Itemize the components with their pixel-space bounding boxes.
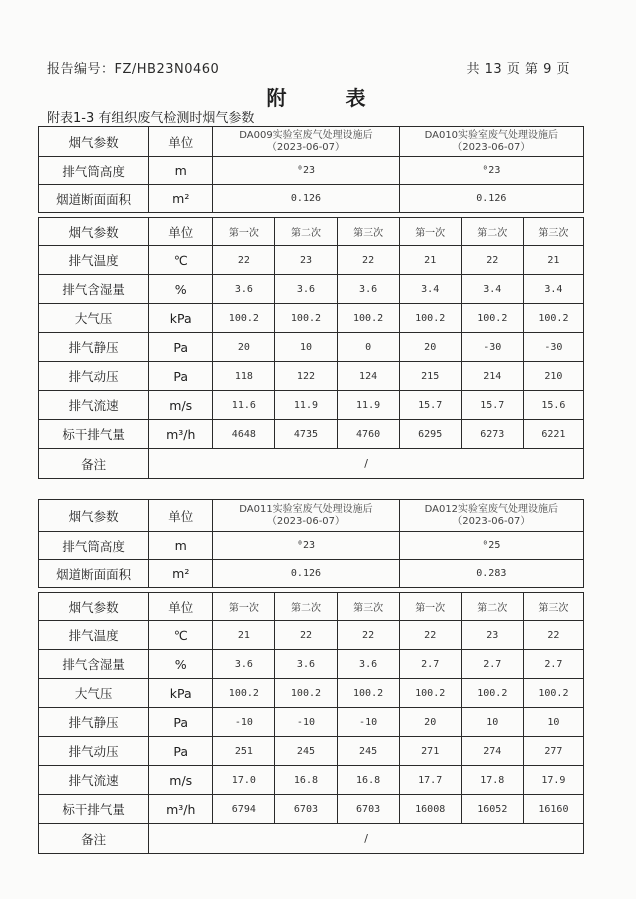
cell-value: 17.8 — [461, 766, 523, 795]
cell-value: 3.4 — [523, 275, 583, 304]
cell-value: 3.6 — [275, 275, 337, 304]
cell-value: 100.2 — [461, 679, 523, 708]
unit-header: 单位 — [149, 500, 213, 532]
cell-value: 16008 — [399, 795, 461, 824]
row-unit: ℃ — [149, 621, 213, 650]
cell-value: 100.2 — [523, 679, 583, 708]
unit-header: 单位 — [149, 593, 213, 621]
cell-value: 100.2 — [337, 304, 399, 333]
table-row — [39, 304, 584, 333]
row-unit: kPa — [149, 679, 213, 708]
table-row — [39, 157, 584, 185]
cell-value: 271 — [399, 737, 461, 766]
cell-value: 22 — [399, 621, 461, 650]
page-info: 共 13 页 第 9 页 — [466, 62, 570, 77]
cell-value: 245 — [337, 737, 399, 766]
cell-value: 100.2 — [275, 304, 337, 333]
cell-value: 20 — [399, 708, 461, 737]
table-row — [39, 246, 584, 275]
remarks-label: 备注 — [39, 824, 149, 854]
row-label: 排气流速 — [39, 766, 149, 795]
row-label: 排气含湿量 — [39, 275, 149, 304]
cell-value: 16052 — [461, 795, 523, 824]
round-label: 第二次 — [461, 218, 523, 246]
cell-value: 2.7 — [399, 650, 461, 679]
cell-value: 17.9 — [523, 766, 583, 795]
round-label: 第三次 — [337, 218, 399, 246]
row-unit: Pa — [149, 333, 213, 362]
cell-value: 6273 — [461, 420, 523, 449]
param-header: 烟气参数 — [39, 218, 149, 246]
row-unit: Pa — [149, 362, 213, 391]
table-caption: 附表1-3 有组织废气检测时烟气参数 — [47, 111, 255, 126]
cell-value: 10 — [275, 333, 337, 362]
cell-value: 16160 — [523, 795, 583, 824]
round-label: 第三次 — [523, 593, 583, 621]
cell-value: 2.7 — [461, 650, 523, 679]
unit-header: 单位 — [149, 127, 213, 157]
row-unit: % — [149, 275, 213, 304]
row-label: 排气动压 — [39, 362, 149, 391]
table-row — [39, 679, 584, 708]
remarks-row — [39, 449, 584, 479]
remarks-label: 备注 — [39, 449, 149, 479]
row-label: 大气压 — [39, 679, 149, 708]
unit-header: 单位 — [149, 218, 213, 246]
flue-gas-table-2 — [38, 499, 584, 854]
cell-value: 20 — [213, 333, 275, 362]
cell-value: 251 — [213, 737, 275, 766]
cell-value: 6794 — [213, 795, 275, 824]
cell-value: 15.7 — [461, 391, 523, 420]
param-header: 烟气参数 — [39, 593, 149, 621]
table-header-row — [39, 500, 584, 532]
cell-value: -10 — [337, 708, 399, 737]
section-area-value: 0.126 — [399, 185, 583, 213]
row-unit: m³/h — [149, 420, 213, 449]
row-label: 排气筒高度 — [39, 157, 149, 185]
cell-value: 4735 — [275, 420, 337, 449]
cell-value: 100.2 — [399, 679, 461, 708]
cell-value: 3.6 — [337, 275, 399, 304]
cell-value: 100.2 — [275, 679, 337, 708]
row-unit: Pa — [149, 737, 213, 766]
row-label: 大气压 — [39, 304, 149, 333]
cell-value: 22 — [337, 621, 399, 650]
row-label: 烟道断面面积 — [39, 185, 149, 213]
table-row — [39, 185, 584, 213]
remarks-value: / — [149, 824, 584, 854]
cell-value: 210 — [523, 362, 583, 391]
cell-value: 11.6 — [213, 391, 275, 420]
cell-value: 274 — [461, 737, 523, 766]
cell-value: 277 — [523, 737, 583, 766]
row-label: 烟道断面面积 — [39, 560, 149, 588]
cell-value: 6703 — [337, 795, 399, 824]
cell-value: 21 — [213, 621, 275, 650]
table-row — [39, 766, 584, 795]
cell-value: 20 — [399, 333, 461, 362]
remarks-value: / — [149, 449, 584, 479]
table-row — [39, 708, 584, 737]
row-label: 标干排气量 — [39, 420, 149, 449]
cell-value: 23 — [461, 621, 523, 650]
cell-value: 11.9 — [337, 391, 399, 420]
document-title: 附 表 — [266, 86, 392, 110]
row-unit: Pa — [149, 708, 213, 737]
table-row — [39, 650, 584, 679]
row-unit: m/s — [149, 766, 213, 795]
param-header: 烟气参数 — [39, 127, 149, 157]
cell-value: 3.6 — [213, 275, 275, 304]
section-area-value: 0.126 — [213, 560, 399, 588]
round-header-row — [39, 218, 584, 246]
table-row — [39, 275, 584, 304]
table-row — [39, 362, 584, 391]
group-header: DA009实验室废气处理设施后 （2023-06-07） — [213, 127, 399, 157]
cell-value: 22 — [523, 621, 583, 650]
row-unit: m² — [149, 560, 213, 588]
table-row — [39, 737, 584, 766]
row-unit: m² — [149, 185, 213, 213]
group-header: DA012实验室废气处理设施后 （2023-06-07） — [399, 500, 583, 532]
cell-value: 22 — [275, 621, 337, 650]
cell-value: 15.7 — [399, 391, 461, 420]
group-header: DA011实验室废气处理设施后 （2023-06-07） — [213, 500, 399, 532]
cell-value: 10 — [523, 708, 583, 737]
cell-value: 6703 — [275, 795, 337, 824]
table-header-row — [39, 127, 584, 157]
row-label: 排气温度 — [39, 621, 149, 650]
cell-value: 215 — [399, 362, 461, 391]
group-header: DA010实验室废气处理设施后 （2023-06-07） — [399, 127, 583, 157]
cell-value: 124 — [337, 362, 399, 391]
param-header: 烟气参数 — [39, 500, 149, 532]
round-label: 第二次 — [275, 593, 337, 621]
row-label: 排气静压 — [39, 333, 149, 362]
stack-height-value: ⁰23 — [399, 157, 583, 185]
cell-value: 6295 — [399, 420, 461, 449]
row-label: 标干排气量 — [39, 795, 149, 824]
cell-value: 100.2 — [337, 679, 399, 708]
cell-value: 3.6 — [213, 650, 275, 679]
cell-value: 6221 — [523, 420, 583, 449]
table-row — [39, 560, 584, 588]
row-unit: ℃ — [149, 246, 213, 275]
cell-value: 214 — [461, 362, 523, 391]
table-row — [39, 532, 584, 560]
cell-value: 23 — [275, 246, 337, 275]
row-label: 排气含湿量 — [39, 650, 149, 679]
round-label: 第三次 — [337, 593, 399, 621]
flue-gas-table-1 — [38, 126, 584, 479]
cell-value: 100.2 — [213, 304, 275, 333]
row-unit: % — [149, 650, 213, 679]
cell-value: 22 — [461, 246, 523, 275]
cell-value: 21 — [523, 246, 583, 275]
table-row — [39, 621, 584, 650]
cell-value: 100.2 — [213, 679, 275, 708]
round-label: 第一次 — [213, 218, 275, 246]
table-row — [39, 333, 584, 362]
row-label: 排气筒高度 — [39, 532, 149, 560]
cell-value: 17.7 — [399, 766, 461, 795]
section-area-value: 0.283 — [399, 560, 583, 588]
cell-value: 22 — [337, 246, 399, 275]
row-unit: m — [149, 532, 213, 560]
round-label: 第三次 — [523, 218, 583, 246]
row-unit: m³/h — [149, 795, 213, 824]
cell-value: -10 — [275, 708, 337, 737]
row-label: 排气流速 — [39, 391, 149, 420]
cell-value: 17.0 — [213, 766, 275, 795]
report-number: 报告编号：FZ/HB23N0460 — [47, 62, 220, 77]
cell-value: 16.8 — [275, 766, 337, 795]
stack-height-value: ⁰23 — [213, 532, 399, 560]
table-row — [39, 795, 584, 824]
cell-value: 11.9 — [275, 391, 337, 420]
cell-value: 3.6 — [337, 650, 399, 679]
cell-value: 10 — [461, 708, 523, 737]
cell-value: 21 — [399, 246, 461, 275]
round-label: 第一次 — [399, 218, 461, 246]
cell-value: 16.8 — [337, 766, 399, 795]
remarks-row — [39, 824, 584, 854]
cell-value: -30 — [523, 333, 583, 362]
round-label: 第二次 — [275, 218, 337, 246]
section-area-value: 0.126 — [213, 185, 399, 213]
row-unit: m/s — [149, 391, 213, 420]
round-label: 第一次 — [399, 593, 461, 621]
row-label: 排气温度 — [39, 246, 149, 275]
cell-value: 15.6 — [523, 391, 583, 420]
row-unit: kPa — [149, 304, 213, 333]
cell-value: 4648 — [213, 420, 275, 449]
cell-value: 100.2 — [399, 304, 461, 333]
stack-height-value: ⁰23 — [213, 157, 399, 185]
table-row — [39, 420, 584, 449]
round-label: 第一次 — [213, 593, 275, 621]
cell-value: 100.2 — [461, 304, 523, 333]
row-label: 排气静压 — [39, 708, 149, 737]
cell-value: 22 — [213, 246, 275, 275]
round-header-row — [39, 593, 584, 621]
cell-value: 3.6 — [275, 650, 337, 679]
cell-value: 3.4 — [399, 275, 461, 304]
cell-value: 4760 — [337, 420, 399, 449]
cell-value: 245 — [275, 737, 337, 766]
row-label: 排气动压 — [39, 737, 149, 766]
cell-value: -30 — [461, 333, 523, 362]
table-row — [39, 391, 584, 420]
stack-height-value: ⁰25 — [399, 532, 583, 560]
cell-value: 3.4 — [461, 275, 523, 304]
round-label: 第二次 — [461, 593, 523, 621]
cell-value: 100.2 — [523, 304, 583, 333]
cell-value: -10 — [213, 708, 275, 737]
cell-value: 118 — [213, 362, 275, 391]
row-unit: m — [149, 157, 213, 185]
cell-value: 122 — [275, 362, 337, 391]
cell-value: 2.7 — [523, 650, 583, 679]
cell-value: 0 — [337, 333, 399, 362]
